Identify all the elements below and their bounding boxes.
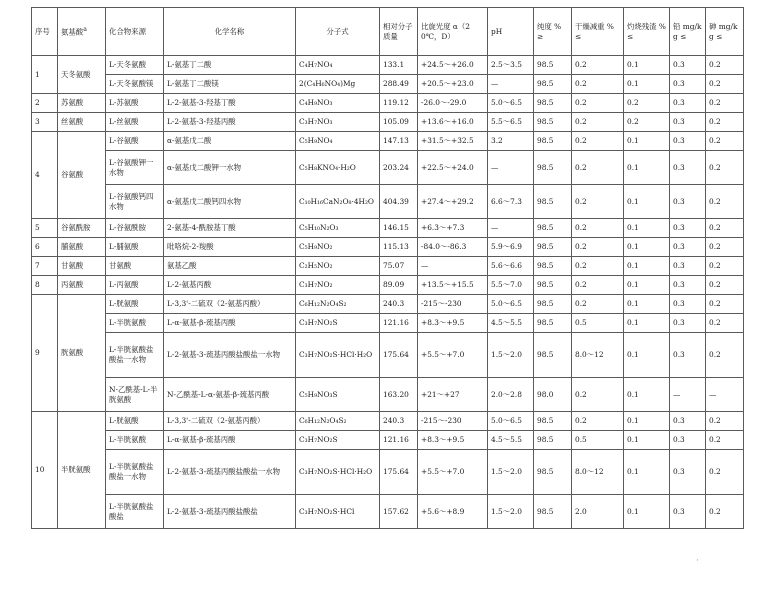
arsenic-cell: 0.2 [706, 295, 744, 314]
source-cell: L-胱氨酸 [106, 412, 164, 431]
loss-on-drying-cell: 0.2 [572, 75, 624, 94]
source-cell: L-天冬氨酸 [106, 56, 164, 75]
purity-cell: 98.5 [534, 333, 572, 378]
rotation-cell: +8.3～+9.5 [418, 431, 488, 450]
ph-cell: 5.6～6.6 [488, 257, 534, 276]
mass-cell: 175.64 [380, 450, 418, 495]
mass-cell: 157.62 [380, 495, 418, 529]
purity-cell: 98.5 [534, 495, 572, 529]
table-row [32, 257, 744, 276]
arsenic-cell: 0.2 [706, 75, 744, 94]
loss-on-drying-cell: 0.2 [572, 132, 624, 151]
ph-cell: 3.2 [488, 132, 534, 151]
source-cell: L-谷氨酸 [106, 132, 164, 151]
purity-cell: 98.0 [534, 378, 572, 412]
rotation-cell: +21～+27 [418, 378, 488, 412]
loss-on-drying-cell: 0.2 [572, 412, 624, 431]
lead-cell: 0.3 [670, 132, 706, 151]
residue-cell: 0.1 [624, 495, 670, 529]
mass-cell: 75.07 [380, 257, 418, 276]
arsenic-cell: 0.2 [706, 450, 744, 495]
source-cell: L-半胱氨酸 [106, 314, 164, 333]
ph-cell: — [488, 151, 534, 185]
mass-cell: 288.49 [380, 75, 418, 94]
loss-on-drying-cell: 0.2 [572, 295, 624, 314]
amino-acid-cell: 天冬氨酸 [58, 56, 106, 94]
table-row [32, 378, 744, 412]
amino-acid-spec-table [31, 7, 744, 529]
residue-cell: 0.1 [624, 132, 670, 151]
ph-cell: 1.5～2.0 [488, 495, 534, 529]
scan-artifact: · [696, 556, 699, 566]
purity-cell: 98.5 [534, 219, 572, 238]
purity-cell: 98.5 [534, 185, 572, 219]
formula-cell: C₅H₉NO₄ [296, 132, 380, 151]
rotation-cell: -215～-230 [418, 295, 488, 314]
amino-acid-cell: 丝氨酸 [58, 113, 106, 132]
chemical-name-cell: L-氨基丁二酸镁 [164, 75, 296, 94]
lead-cell: 0.3 [670, 56, 706, 75]
purity-cell: 98.5 [534, 56, 572, 75]
source-cell: L-苏氨酸 [106, 94, 164, 113]
table-row [32, 412, 744, 431]
chemical-name-cell: L-2-氨基丙酸 [164, 276, 296, 295]
ph-cell: 5.9～6.9 [488, 238, 534, 257]
mass-cell: 115.13 [380, 238, 418, 257]
source-cell: L-半胱氨酸盐酸盐一水物 [106, 450, 164, 495]
header-ph: pH [488, 8, 534, 56]
residue-cell: 0.1 [624, 219, 670, 238]
ph-cell: 5.5～6.5 [488, 113, 534, 132]
loss-on-drying-cell: 0.2 [572, 113, 624, 132]
formula-cell: C₆H₁₂N₂O₄S₂ [296, 412, 380, 431]
lead-cell: 0.3 [670, 295, 706, 314]
formula-cell: C₃H₇NO₂S·HCl·H₂O [296, 450, 380, 495]
rotation-cell: +13.5～+15.5 [418, 276, 488, 295]
chemical-name-cell: α-氨基戊二酸 [164, 132, 296, 151]
chemical-name-cell: L-α-氨基-β-巯基丙酸 [164, 431, 296, 450]
chemical-name-cell: 2-氨基-4-酰胺基丁酸 [164, 219, 296, 238]
loss-on-drying-cell: 0.2 [572, 219, 624, 238]
source-cell: L-谷氨酸钙四水物 [106, 185, 164, 219]
residue-cell: 0.1 [624, 412, 670, 431]
table-row [32, 113, 744, 132]
loss-on-drying-cell: 8.0～12 [572, 450, 624, 495]
arsenic-cell: 0.2 [706, 151, 744, 185]
source-cell: L-半胱氨酸盐酸盐 [106, 495, 164, 529]
formula-cell: C₅H₉NO₃S [296, 378, 380, 412]
source-cell: N-乙酰基-L-半胱氨酸 [106, 378, 164, 412]
lead-cell: 0.3 [670, 314, 706, 333]
purity-cell: 98.5 [534, 94, 572, 113]
chemical-name-cell: L-2-氨基-3-巯基丙酸盐酸盐一水物 [164, 333, 296, 378]
header-residue: 灼烧残渣 % ≤ [624, 8, 670, 56]
residue-cell: 0.1 [624, 314, 670, 333]
loss-on-drying-cell: 0.2 [572, 238, 624, 257]
rotation-cell: +8.3～+9.5 [418, 314, 488, 333]
purity-cell: 98.5 [534, 238, 572, 257]
lead-cell: 0.3 [670, 450, 706, 495]
table-row [32, 431, 744, 450]
rotation-cell: +5.6～+8.9 [418, 495, 488, 529]
ph-cell: 4.5～5.5 [488, 314, 534, 333]
loss-on-drying-cell: 0.2 [572, 276, 624, 295]
chemical-name-cell: L-2-氨基-3-巯基丙酸盐酸盐一水物 [164, 450, 296, 495]
residue-cell: 0.1 [624, 450, 670, 495]
formula-cell: C₂H₅NO₂ [296, 257, 380, 276]
formula-cell: C₃H₇NO₃ [296, 113, 380, 132]
residue-cell: 0.1 [624, 151, 670, 185]
amino-acid-cell: 丙氨酸 [58, 276, 106, 295]
ph-cell: — [488, 219, 534, 238]
formula-cell: C₆H₁₂N₂O₄S₂ [296, 295, 380, 314]
arsenic-cell: 0.2 [706, 314, 744, 333]
lead-cell: 0.3 [670, 238, 706, 257]
rotation-cell: — [418, 257, 488, 276]
loss-on-drying-cell: 8.0～12 [572, 333, 624, 378]
lead-cell: 0.3 [670, 185, 706, 219]
purity-cell: 98.5 [534, 295, 572, 314]
index-cell: 9 [32, 295, 58, 412]
rotation-cell: +5.5～+7.0 [418, 450, 488, 495]
header-no: 序号 [32, 8, 58, 56]
lead-cell: 0.3 [670, 333, 706, 378]
header-amino-acid-footnote: a [83, 26, 87, 34]
loss-on-drying-cell: 0.5 [572, 431, 624, 450]
table-row [32, 295, 744, 314]
rotation-cell: -84.0～-86.3 [418, 238, 488, 257]
purity-cell: 98.5 [534, 132, 572, 151]
source-cell: L-谷氨酰胺 [106, 219, 164, 238]
index-cell: 8 [32, 276, 58, 295]
index-cell: 6 [32, 238, 58, 257]
lead-cell: 0.3 [670, 495, 706, 529]
arsenic-cell: 0.2 [706, 185, 744, 219]
table-row [32, 333, 744, 378]
residue-cell: 0.1 [624, 276, 670, 295]
ph-cell: 6.6～7.3 [488, 185, 534, 219]
table-row [32, 151, 744, 185]
lead-cell: 0.3 [670, 431, 706, 450]
source-cell: L-半胱氨酸 [106, 431, 164, 450]
mass-cell: 105.09 [380, 113, 418, 132]
table-row [32, 132, 744, 151]
amino-acid-cell: 谷氨酰胺 [58, 219, 106, 238]
header-purity: 纯度 % ≥ [534, 8, 572, 56]
purity-cell: 98.5 [534, 113, 572, 132]
residue-cell: 0.1 [624, 431, 670, 450]
residue-cell: 0.1 [624, 378, 670, 412]
table-row [32, 185, 744, 219]
index-cell: 10 [32, 412, 58, 529]
chemical-name-cell: L-3,3'-二硫双（2-氨基丙酸） [164, 295, 296, 314]
arsenic-cell: — [706, 378, 744, 412]
mass-cell: 175.64 [380, 333, 418, 378]
index-cell: 1 [32, 56, 58, 94]
formula-cell: C₃H₇NO₂S [296, 314, 380, 333]
arsenic-cell: 0.2 [706, 257, 744, 276]
ph-cell: 5.5～7.0 [488, 276, 534, 295]
ph-cell: 2.5～3.5 [488, 56, 534, 75]
rotation-cell: +27.4～+29.2 [418, 185, 488, 219]
source-cell: L-半胱氨酸盐酸盐一水物 [106, 333, 164, 378]
residue-cell: 0.1 [624, 185, 670, 219]
mass-cell: 119.12 [380, 94, 418, 113]
formula-cell: C₄H₇NO₄ [296, 56, 380, 75]
lead-cell: 0.3 [670, 412, 706, 431]
arsenic-cell: 0.2 [706, 132, 744, 151]
rotation-cell: +24.5～+26.0 [418, 56, 488, 75]
purity-cell: 98.5 [534, 431, 572, 450]
purity-cell: 98.5 [534, 151, 572, 185]
source-cell: L-胱氨酸 [106, 295, 164, 314]
table-row [32, 276, 744, 295]
arsenic-cell: 0.2 [706, 431, 744, 450]
table-row [32, 314, 744, 333]
header-source: 化合物来源 [106, 8, 164, 56]
formula-cell: 2(C₄H₆NO₄)Mg [296, 75, 380, 94]
chemical-name-cell: L-3,3'-二硫双（2-氨基丙酸） [164, 412, 296, 431]
mass-cell: 121.16 [380, 431, 418, 450]
arsenic-cell: 0.2 [706, 56, 744, 75]
index-cell: 4 [32, 132, 58, 219]
arsenic-cell: 0.2 [706, 238, 744, 257]
amino-acid-cell: 甘氨酸 [58, 257, 106, 276]
mass-cell: 240.3 [380, 295, 418, 314]
table-row [32, 94, 744, 113]
header-row [32, 8, 744, 56]
table-row [32, 238, 744, 257]
mass-cell: 146.15 [380, 219, 418, 238]
chemical-name-cell: L-α-氨基-β-巯基丙酸 [164, 314, 296, 333]
header-arsenic: 砷 mg/kg ≤ [706, 8, 744, 56]
table-row [32, 219, 744, 238]
ph-cell: 5.0～6.5 [488, 94, 534, 113]
header-rotation: 比旋光度 α（20℃，D） [418, 8, 488, 56]
rotation-cell: +31.5～+32.5 [418, 132, 488, 151]
amino-acid-cell: 胱氨酸 [58, 295, 106, 412]
chemical-name-cell: N-乙酰基-L-α-氨基-β-巯基丙酸 [164, 378, 296, 412]
table-body [32, 56, 744, 529]
purity-cell: 98.5 [534, 75, 572, 94]
loss-on-drying-cell: 0.2 [572, 94, 624, 113]
table-row [32, 75, 744, 94]
source-cell: L-丙氨酸 [106, 276, 164, 295]
arsenic-cell: 0.2 [706, 276, 744, 295]
mass-cell: 203.24 [380, 151, 418, 185]
ph-cell: 5.0～6.5 [488, 412, 534, 431]
formula-cell: C₁₀H₁₆CaN₂O₈·4H₂O [296, 185, 380, 219]
rotation-cell: +13.6～+16.0 [418, 113, 488, 132]
formula-cell: C₃H₇NO₂ [296, 276, 380, 295]
ph-cell: 4.5～5.5 [488, 431, 534, 450]
lead-cell: 0.3 [670, 94, 706, 113]
purity-cell: 98.5 [534, 276, 572, 295]
lead-cell: 0.3 [670, 113, 706, 132]
loss-on-drying-cell: 0.2 [572, 56, 624, 75]
index-cell: 3 [32, 113, 58, 132]
source-cell: L-脯氨酸 [106, 238, 164, 257]
loss-on-drying-cell: 0.2 [572, 378, 624, 412]
loss-on-drying-cell: 2.0 [572, 495, 624, 529]
source-cell: L-天冬氨酸镁 [106, 75, 164, 94]
lead-cell: 0.3 [670, 219, 706, 238]
residue-cell: 0.2 [624, 94, 670, 113]
mass-cell: 121.16 [380, 314, 418, 333]
index-cell: 2 [32, 94, 58, 113]
purity-cell: 98.5 [534, 450, 572, 495]
chemical-name-cell: L-氨基丁二酸 [164, 56, 296, 75]
mass-cell: 147.13 [380, 132, 418, 151]
lead-cell: — [670, 378, 706, 412]
document-page [31, 7, 743, 529]
loss-on-drying-cell: 0.2 [572, 185, 624, 219]
rotation-cell: -26.0～-29.0 [418, 94, 488, 113]
residue-cell: 0.1 [624, 295, 670, 314]
formula-cell: C₃H₇NO₂S [296, 431, 380, 450]
mass-cell: 133.1 [380, 56, 418, 75]
arsenic-cell: 0.2 [706, 94, 744, 113]
arsenic-cell: 0.2 [706, 219, 744, 238]
residue-cell: 0.1 [624, 238, 670, 257]
residue-cell: 0.1 [624, 56, 670, 75]
source-cell: L-丝氨酸 [106, 113, 164, 132]
chemical-name-cell: L-2-氨基-3-羟基丙酸 [164, 113, 296, 132]
mass-cell: 404.39 [380, 185, 418, 219]
lead-cell: 0.3 [670, 276, 706, 295]
header-lead: 铅 mg/kg ≤ [670, 8, 706, 56]
chemical-name-cell: α-氨基戊二酸钾一水物 [164, 151, 296, 185]
header-loss-on-drying: 干燥减重 % ≤ [572, 8, 624, 56]
purity-cell: 98.5 [534, 257, 572, 276]
index-cell: 5 [32, 219, 58, 238]
purity-cell: 98.5 [534, 412, 572, 431]
arsenic-cell: 0.2 [706, 495, 744, 529]
ph-cell: 1.5～2.0 [488, 450, 534, 495]
formula-cell: C₃H₇NO₂S·HCl·H₂O [296, 333, 380, 378]
residue-cell: 0.1 [624, 333, 670, 378]
rotation-cell: +22.5～+24.0 [418, 151, 488, 185]
residue-cell: 0.2 [624, 113, 670, 132]
rotation-cell: +20.5～+23.0 [418, 75, 488, 94]
mass-cell: 240.3 [380, 412, 418, 431]
table-row [32, 495, 744, 529]
rotation-cell: -215～-230 [418, 412, 488, 431]
mass-cell: 163.20 [380, 378, 418, 412]
lead-cell: 0.3 [670, 151, 706, 185]
index-cell: 7 [32, 257, 58, 276]
ph-cell: — [488, 75, 534, 94]
header-formula: 分子式 [296, 8, 380, 56]
loss-on-drying-cell: 0.2 [572, 151, 624, 185]
source-cell: L-谷氨酸钾一水物 [106, 151, 164, 185]
rotation-cell: +6.3～+7.3 [418, 219, 488, 238]
arsenic-cell: 0.2 [706, 113, 744, 132]
purity-cell: 98.5 [534, 314, 572, 333]
amino-acid-cell: 谷氨酸 [58, 132, 106, 219]
chemical-name-cell: L-2-氨基-3-羟基丁酸 [164, 94, 296, 113]
formula-cell: C₃H₇NO₂S·HCl [296, 495, 380, 529]
chemical-name-cell: L-2-氨基-3-巯基丙酸盐酸盐 [164, 495, 296, 529]
lead-cell: 0.3 [670, 75, 706, 94]
mass-cell: 89.09 [380, 276, 418, 295]
formula-cell: C₅H₉NO₂ [296, 238, 380, 257]
amino-acid-cell: 脯氨酸 [58, 238, 106, 257]
chemical-name-cell: α-氨基戊二酸钙四水物 [164, 185, 296, 219]
ph-cell: 5.0～6.5 [488, 295, 534, 314]
table-row [32, 450, 744, 495]
formula-cell: C₄H₉NO₃ [296, 94, 380, 113]
ph-cell: 1.5～2.0 [488, 333, 534, 378]
amino-acid-cell: 半胱氨酸 [58, 412, 106, 529]
table-row [32, 56, 744, 75]
source-cell: 甘氨酸 [106, 257, 164, 276]
ph-cell: 2.0～2.8 [488, 378, 534, 412]
header-mass: 相对分子质量 [380, 8, 418, 56]
header-amino-acid [58, 8, 106, 56]
rotation-cell: +5.5～+7.0 [418, 333, 488, 378]
header-chemical-name: 化学名称 [164, 8, 296, 56]
header-amino-acid-label: 氨基酸 [61, 27, 84, 37]
arsenic-cell: 0.2 [706, 333, 744, 378]
formula-cell: C₅H₈KNO₄·H₂O [296, 151, 380, 185]
chemical-name-cell: 吡咯烷-2-羧酸 [164, 238, 296, 257]
chemical-name-cell: 氨基乙酸 [164, 257, 296, 276]
arsenic-cell: 0.2 [706, 412, 744, 431]
formula-cell: C₅H₁₀N₂O₃ [296, 219, 380, 238]
amino-acid-cell: 苏氨酸 [58, 94, 106, 113]
loss-on-drying-cell: 0.2 [572, 257, 624, 276]
loss-on-drying-cell: 0.5 [572, 314, 624, 333]
lead-cell: 0.3 [670, 257, 706, 276]
residue-cell: 0.1 [624, 257, 670, 276]
residue-cell: 0.1 [624, 75, 670, 94]
